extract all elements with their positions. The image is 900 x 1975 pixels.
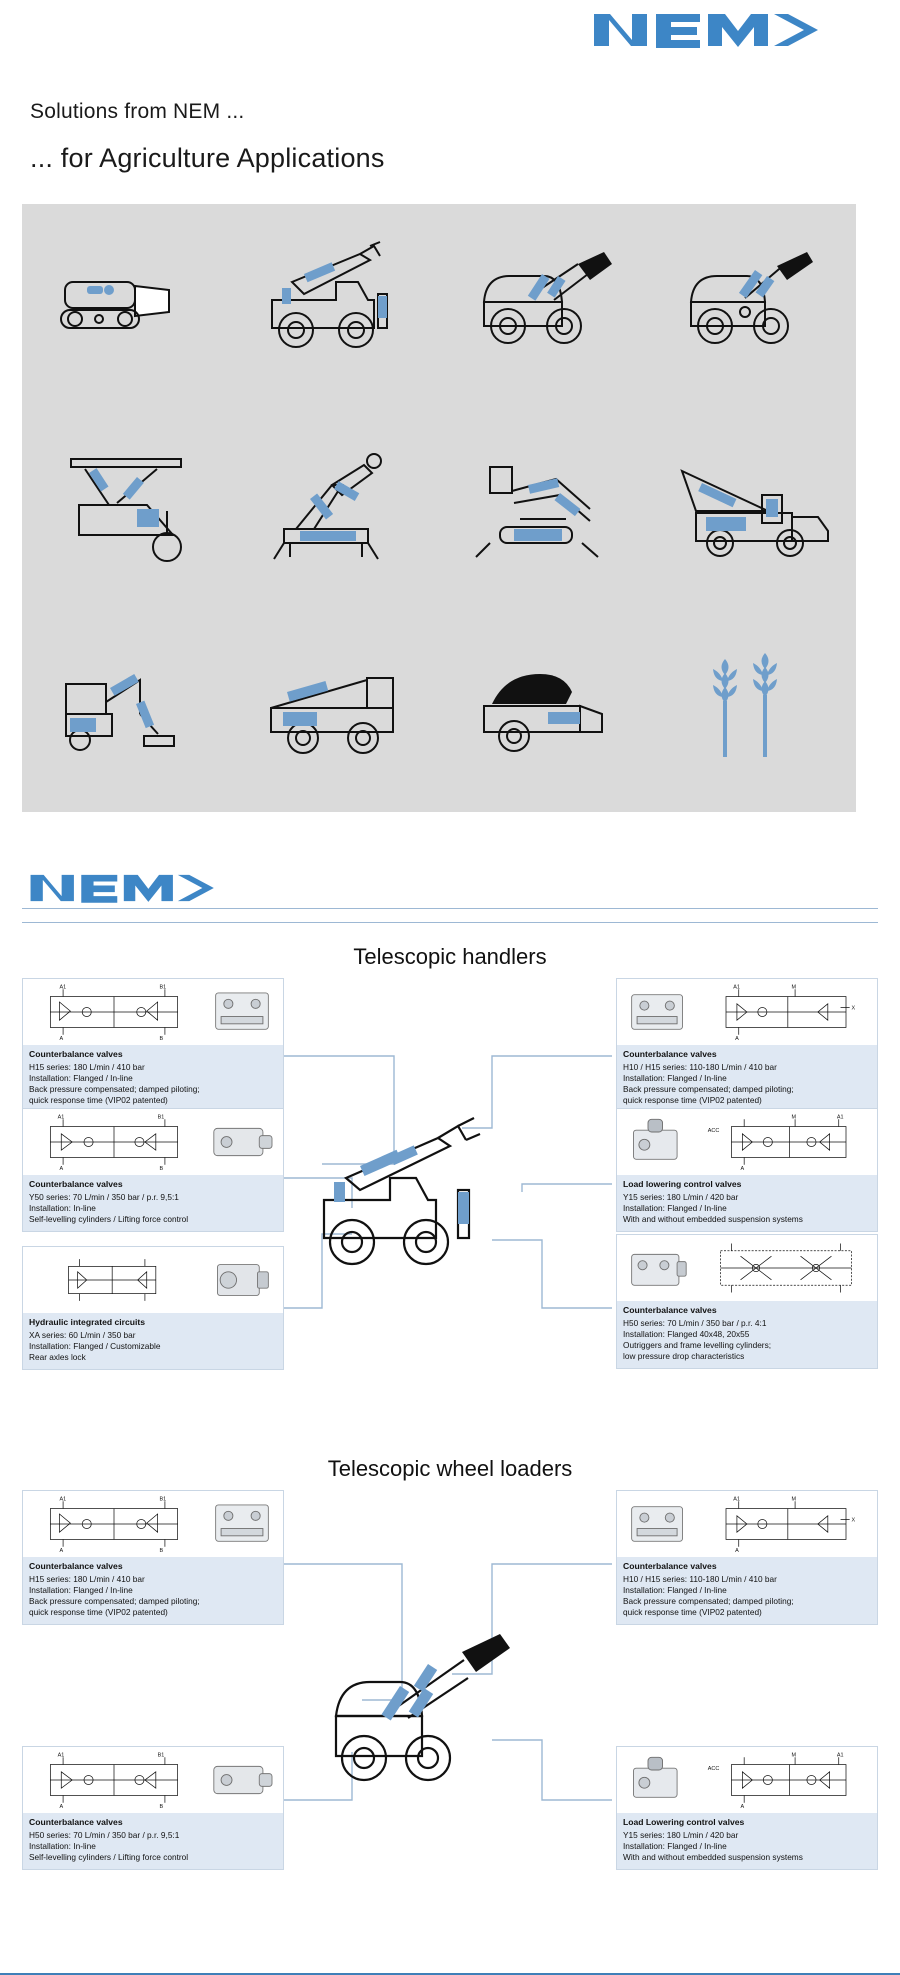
card-line-1: H15 series: 180 L/min / 410 bar (29, 1061, 145, 1072)
app-icon-platform-lift (22, 407, 231, 610)
card-text (617, 1301, 877, 1368)
card-th-right-1[interactable] (616, 978, 878, 1113)
svg-text:X: X (851, 1005, 856, 1012)
svg-text:A: A (59, 1548, 64, 1554)
card-line-1: Y50 series: 70 L/min / 350 bar / p.r. 9,5:1 (29, 1191, 179, 1202)
card-line-2: Installation: Flanged / Customizable (29, 1340, 161, 1351)
card-line-4: quick response time (VIP02 patented) (29, 1094, 168, 1105)
app-icon-knuckle-crane (231, 407, 440, 610)
card-line-4: quick response time (VIP02 patented) (623, 1094, 762, 1105)
card-heading: Hydraulic integrated circuits (29, 1317, 146, 1327)
svg-text:A1: A1 (57, 1114, 65, 1121)
nem-logo-icon-secondary (28, 870, 218, 906)
card-text (23, 1175, 283, 1231)
section-telescopic-wheel-loaders (22, 1490, 878, 1930)
card-text (617, 1813, 877, 1869)
card-line-1: H10 / H15 series: 110-180 L/min / 410 bar (623, 1573, 777, 1584)
card-heading: Counterbalance valves (623, 1305, 717, 1315)
card-line-2: Installation: In-line (29, 1840, 96, 1851)
counterbalance-schematic-a1b1-icon (27, 1494, 201, 1554)
card-heading: Load lowering control valves (623, 1179, 742, 1189)
load-lowering-schematic-acc-icon (699, 1750, 873, 1810)
card-line-3: Outriggers and frame levelling cylinders; (623, 1339, 772, 1350)
machine-telescopic-wheel-loader-icon (312, 1630, 542, 1825)
svg-text:M: M (791, 984, 796, 991)
card-line-2: Installation: Flanged / In-line (623, 1840, 727, 1851)
counterbalance-schematic-a1b1-icon (27, 982, 201, 1042)
card-line-3: Self-levelling cylinders / Lifting force control (29, 1851, 189, 1862)
card-wl-right-2[interactable] (616, 1746, 878, 1870)
card-th-right-3[interactable] (616, 1234, 878, 1369)
card-wl-left-1[interactable] (22, 1490, 284, 1625)
card-line-1: H50 series: 70 L/min / 350 bar / p.r. 9,5:1 (29, 1829, 180, 1840)
load-lowering-schematic-acc-icon (699, 1112, 873, 1172)
card-line-3: Back pressure compensated; damped piloting; (29, 1595, 200, 1606)
divider-bottom (22, 922, 878, 923)
card-line-1: H10 / H15 series: 110-180 L/min / 410 bar (623, 1061, 777, 1072)
svg-text:A: A (740, 1804, 745, 1810)
card-wl-left-2[interactable] (22, 1746, 284, 1870)
svg-text:B: B (159, 1036, 164, 1042)
accumulator-valve-photo-icon (621, 1112, 695, 1172)
card-line-1: XA series: 60 L/min / 350 bar (29, 1329, 136, 1340)
app-icon-wheat (648, 609, 857, 812)
app-icon-harvester (231, 609, 440, 812)
app-icon-truck-ladder (648, 407, 857, 610)
card-line-2: Installation: Flanged 40x48, 20x55 (623, 1328, 750, 1339)
card-text (23, 1813, 283, 1869)
card-line-3: Back pressure compensated; damped piloting; (623, 1595, 794, 1606)
svg-text:A: A (735, 1036, 739, 1042)
section-title-telescopic-wheel-loaders: Telescopic wheel loaders (327, 1456, 573, 1481)
counterbalance-schematic-am-icon (699, 982, 873, 1042)
counterbalance-schematic-am-icon (699, 1494, 873, 1554)
card-line-1: Y15 series: 180 L/min / 420 bar (623, 1829, 739, 1840)
card-text (617, 1045, 877, 1112)
app-icon-wheel-loader (648, 204, 857, 407)
svg-text:X: X (851, 1517, 856, 1524)
card-line-3: Back pressure compensated; damped piloting; (623, 1083, 794, 1094)
card-line-2: Installation: Flanged / In-line (29, 1072, 133, 1083)
svg-text:A1: A1 (57, 1752, 65, 1759)
svg-text:B: B (159, 1804, 164, 1810)
card-line-2: Installation: Flanged / In-line (623, 1584, 727, 1595)
counterbalance-schematic-a1b1-icon (27, 1750, 201, 1810)
card-th-right-2[interactable] (616, 1108, 878, 1232)
svg-text:B1: B1 (159, 1496, 167, 1503)
card-th-left-3[interactable] (22, 1246, 284, 1370)
card-text (23, 1313, 283, 1369)
card-line-2: Installation: Flanged / In-line (623, 1072, 727, 1083)
page-subtitle: Solutions from NEM ... (30, 100, 245, 123)
card-line-4: quick response time (VIP02 patented) (623, 1606, 762, 1617)
applications-panel (22, 204, 856, 812)
manifold-photo-icon (205, 1250, 279, 1310)
card-line-4: quick response time (VIP02 patented) (29, 1606, 168, 1617)
card-line-3: With and without embedded suspension systems (623, 1213, 803, 1224)
card-line-3: Self-levelling cylinders / Lifting force control (29, 1213, 189, 1224)
card-th-left-2[interactable] (22, 1108, 284, 1232)
svg-text:A: A (735, 1548, 739, 1554)
card-line-2: Installation: Flanged / In-line (623, 1202, 727, 1213)
app-icon-spider-lift (439, 407, 648, 610)
card-heading: Counterbalance valves (623, 1049, 717, 1059)
card-heading: Counterbalance valves (29, 1049, 123, 1059)
card-thumbs (23, 1491, 283, 1557)
svg-text:B: B (159, 1548, 164, 1554)
card-heading: Load Lowering control valves (623, 1817, 745, 1827)
double-valve-photo-icon (621, 1238, 695, 1298)
divider-top (22, 908, 878, 909)
section-title-telescopic-handlers: Telescopic handlers (353, 944, 547, 969)
card-line-1: Y15 series: 180 L/min / 420 bar (623, 1191, 739, 1202)
card-thumbs (617, 1747, 877, 1813)
app-icon-backhoe (22, 609, 231, 812)
card-thumbs (23, 1747, 283, 1813)
app-icon-telescopic-handler (231, 204, 440, 407)
card-th-left-1[interactable] (22, 978, 284, 1113)
card-line-1: H50 series: 70 L/min / 350 bar / p.r. 4:1 (623, 1317, 767, 1328)
valve-block-photo-icon (621, 982, 695, 1042)
card-thumbs (617, 1491, 877, 1557)
card-text (617, 1175, 877, 1231)
svg-text:A: A (740, 1166, 745, 1172)
svg-text:A1: A1 (733, 1496, 740, 1503)
svg-text:M: M (791, 1752, 796, 1759)
accumulator-valve-photo-icon (621, 1750, 695, 1810)
section-telescopic-handlers (22, 978, 878, 1434)
card-line-3: Rear axles lock (29, 1351, 86, 1362)
card-line-2: Installation: In-line (29, 1202, 96, 1213)
svg-text:A1: A1 (733, 984, 740, 991)
card-thumbs (617, 1109, 877, 1175)
svg-text:B: B (159, 1166, 164, 1172)
svg-text:ACC: ACC (707, 1128, 720, 1134)
card-thumbs (23, 1109, 283, 1175)
svg-text:A1: A1 (836, 1752, 844, 1759)
svg-text:B1: B1 (159, 984, 167, 991)
svg-text:A1: A1 (59, 1496, 67, 1503)
card-heading: Counterbalance valves (623, 1561, 717, 1571)
app-icon-loader-bucket (439, 204, 648, 407)
app-icon-crawler-mower (22, 204, 231, 407)
inline-valve-photo-icon (205, 1112, 279, 1172)
card-heading: Counterbalance valves (29, 1179, 123, 1189)
dual-counterbalance-schematic-icon (699, 1238, 873, 1298)
app-icon-forage-blower (439, 609, 648, 812)
page-title: ... for Agriculture Applications (30, 143, 385, 173)
counterbalance-schematic-a1b1-icon (27, 1112, 201, 1172)
valve-block-photo-icon (205, 982, 279, 1042)
svg-text:B1: B1 (157, 1114, 165, 1121)
card-line-4: low pressure drop characteristics (623, 1350, 745, 1361)
svg-text:B1: B1 (157, 1752, 165, 1759)
svg-text:A1: A1 (836, 1114, 844, 1121)
inline-valve-photo-icon (205, 1750, 279, 1810)
valve-block-photo-icon (205, 1494, 279, 1554)
machine-telehandler-icon (290, 1108, 540, 1303)
svg-text:M: M (791, 1496, 796, 1503)
card-thumbs (23, 979, 283, 1045)
card-text (617, 1557, 877, 1624)
svg-text:A: A (59, 1166, 64, 1172)
card-thumbs (23, 1247, 283, 1313)
svg-text:A: A (59, 1804, 64, 1810)
card-line-3: With and without embedded suspension systems (623, 1851, 803, 1862)
card-text (23, 1557, 283, 1624)
valve-block-photo-icon (621, 1494, 695, 1554)
svg-text:ACC: ACC (707, 1766, 720, 1772)
card-thumbs (617, 979, 877, 1045)
svg-text:A1: A1 (59, 984, 67, 991)
card-heading: Counterbalance valves (29, 1817, 123, 1827)
svg-text:A: A (59, 1036, 64, 1042)
card-line-3: Back pressure compensated; damped piloting; (29, 1083, 200, 1094)
hic-schematic-icon (27, 1250, 201, 1310)
card-text (23, 1045, 283, 1112)
svg-text:M: M (791, 1114, 796, 1121)
nem-logo-icon (592, 8, 822, 52)
card-thumbs (617, 1235, 877, 1301)
card-heading: Counterbalance valves (29, 1561, 123, 1571)
card-wl-right-1[interactable] (616, 1490, 878, 1625)
card-line-1: H15 series: 180 L/min / 410 bar (29, 1573, 145, 1584)
card-line-2: Installation: Flanged / In-line (29, 1584, 133, 1595)
